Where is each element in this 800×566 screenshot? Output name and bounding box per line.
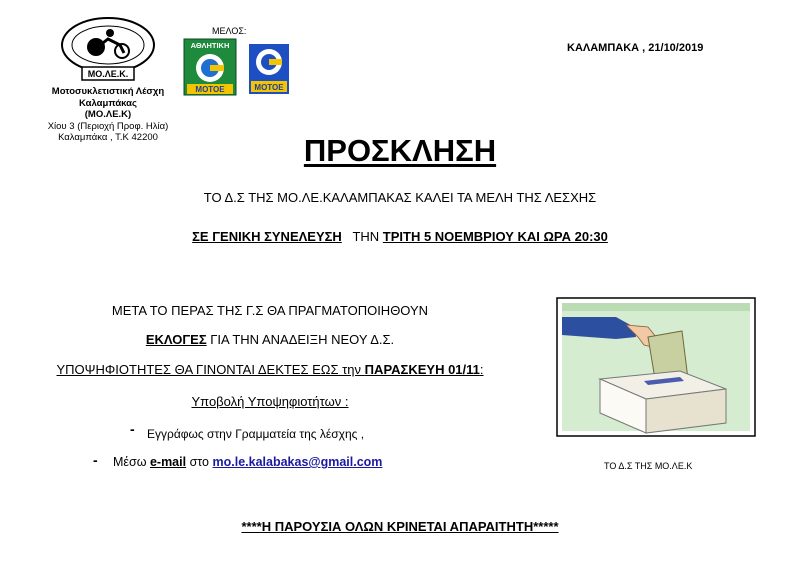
deadline-colon: :	[479, 362, 484, 377]
meeting-line	[0, 229, 800, 244]
attendance-text: ****Η ΠΑΡΟΥΣΙΑ ΟΛΩΝ ΚΡΙΝΕΤΑΙ ΑΠΑΡΑΙΤΗΤΗ*****	[241, 519, 559, 534]
invitation-line: ΤΟ Δ.Σ ΤΗΣ ΜΟ.ΛΕ.ΚΑΛΑΜΠΑΚΑΣ ΚΑΛΕΙ ΤΑ ΜΕΛΗ ΤΗΣ ΛΕΣΧΗΣ	[203, 190, 597, 205]
at-text: στο	[189, 455, 210, 469]
svg-text:ΜΟΤΟΕ: ΜΟΤΟΕ	[254, 83, 284, 92]
club-logo	[58, 15, 158, 83]
elections-word: ΕΚΛΟΓΕΣ	[145, 332, 207, 347]
document-date: ΚΑΛΑΜΠΑΚΑ , 21/10/2019	[567, 42, 704, 54]
candidacy-text: ΥΠΟΨΗΦΙΟΤΗΤΕΣ ΘΑ ΓΙΝΟΝΤΑΙ ΔΕΚΤΕΣ ΕΩΣ την	[56, 362, 362, 377]
club-address: Χίου 3 (Περιοχή Προφ. Ηλία)	[47, 120, 169, 132]
submission-heading: Υποβολή Υποψηφιοτήτων :	[191, 394, 349, 409]
athletic-motoe-badge	[184, 39, 236, 95]
bullet-dash: -	[130, 421, 135, 437]
email-word: e-mail	[149, 455, 187, 469]
logo-text: ΜΟ.ΛΕ.Κ.	[87, 69, 129, 79]
after-assembly-line: ΜΕΤΑ ΤΟ ΠΕΡΑΣ ΤΗΣ Γ.Σ ΘΑ ΠΡΑΓΜΑΤΟΠΟΙΗΘΟΥΝ	[111, 303, 429, 318]
via-text: Μέσω	[113, 455, 147, 469]
elections-line	[0, 332, 540, 347]
club-postal: Καλαμπάκα , Τ.Κ 42200	[58, 132, 158, 143]
club-city: Καλαμπάκας	[79, 97, 137, 109]
elections-rest: ΓΙΑ ΤΗΝ ΑΝΑΔΕΙΞΗ ΝΕΟΥ Δ.Σ.	[210, 332, 395, 347]
bullet-dash: -	[93, 452, 98, 468]
bullet-email	[113, 455, 382, 469]
deadline-date: ΠΑΡΑΣΚΕΥΗ 01/11	[364, 362, 480, 377]
email-link[interactable]: mo.le.kalabakas@gmail.com	[212, 455, 383, 469]
member-badges	[183, 38, 293, 96]
ballot-box-illustration	[556, 297, 756, 437]
member-label: ΜΕΛΟΣ:	[212, 26, 247, 36]
page-title: ΠΡΟΣΚΛΗΣΗ	[303, 133, 497, 168]
general-assembly-text: ΣΕ ΓΕΝΙΚΗ ΣΥΝΕΛΕΥΣΗ	[192, 229, 342, 244]
svg-text:ΑΘΛΗΤΙΚΗ: ΑΘΛΗΤΙΚΗ	[190, 41, 230, 50]
bullet-in-writing: Εγγράφως στην Γραμματεία της λέσχης ,	[147, 427, 365, 441]
club-name: Μοτοσυκλετιστική Λέσχη	[51, 86, 165, 97]
motoe-badge	[249, 44, 289, 94]
on-text: ΤΗΝ	[352, 229, 380, 244]
svg-text:ΜΟΤΟΕ: ΜΟΤΟΕ	[195, 85, 225, 94]
meeting-date-text: ΤΡΙΤΗ 5 ΝΟΕΜΒΡΙΟΥ ΚΑΙ ΩΡΑ 20:30	[382, 229, 608, 244]
board-signature: ΤΟ Δ.Σ ΤΗΣ ΜΟ.ΛΕ.Κ	[604, 461, 693, 471]
attendance-notice	[0, 519, 800, 534]
club-abbr: (ΜΟ.ΛΕ.Κ)	[84, 109, 132, 120]
candidacy-deadline-line	[0, 362, 540, 377]
